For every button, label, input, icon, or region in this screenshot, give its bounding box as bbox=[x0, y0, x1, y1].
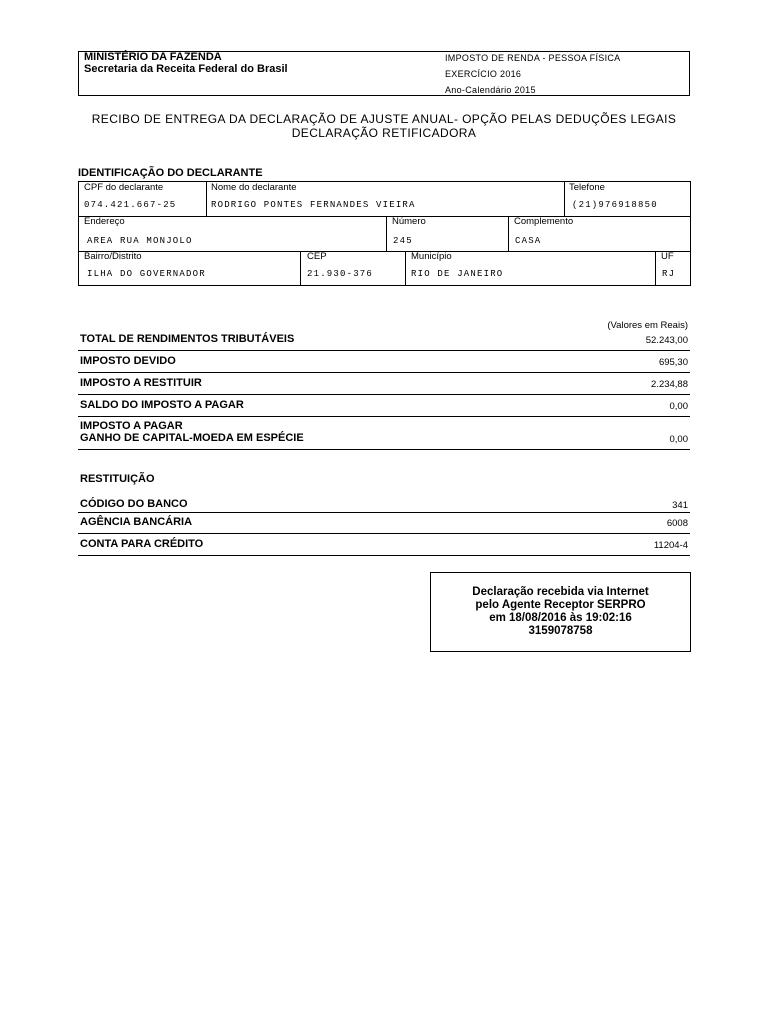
district-value: ILHA DO GOVERNADOR bbox=[87, 269, 206, 279]
divider bbox=[655, 251, 656, 286]
capital-gain-label-line1: IMPOSTO A PAGAR bbox=[80, 420, 183, 432]
divider bbox=[386, 216, 387, 251]
divider bbox=[405, 251, 406, 286]
account-value: 11204-4 bbox=[653, 540, 688, 551]
ministry-name: MINISTÉRIO DA FAZENDA bbox=[84, 51, 222, 63]
divider bbox=[78, 350, 690, 351]
account-label: CONTA PARA CRÉDITO bbox=[80, 538, 204, 550]
capital-gain-label-line2: GANHO DE CAPITAL-MOEDA EM ESPÉCIE bbox=[80, 432, 304, 444]
district-label: Bairro/Distrito bbox=[84, 251, 142, 262]
divider bbox=[300, 251, 301, 286]
receipt-title: RECIBO DE ENTREGA DA DECLARAÇÃO DE AJUSTE ANUAL- OPÇÃO PELAS DEDUÇÕES LEGAIS bbox=[91, 112, 677, 126]
divider bbox=[78, 416, 690, 417]
agency-label: AGÊNCIA BANCÁRIA bbox=[80, 516, 193, 528]
cpf-value: 074.421.667-25 bbox=[84, 200, 177, 210]
name-value: RODRIGO PONTES FERNANDES VIEIRA bbox=[211, 200, 416, 210]
capital-gain-value: 0,00 bbox=[669, 434, 688, 445]
cpf-label: CPF do declarante bbox=[84, 182, 164, 193]
bank-code-label: CÓDIGO DO BANCO bbox=[80, 498, 188, 510]
restitution-title: RESTITUIÇÃO bbox=[80, 473, 155, 485]
city-label: Município bbox=[411, 251, 452, 262]
name-label: Nome do declarante bbox=[211, 182, 297, 193]
divider bbox=[78, 394, 690, 395]
number-value: 245 bbox=[393, 236, 413, 246]
divider bbox=[564, 182, 565, 216]
divider bbox=[78, 512, 690, 513]
cep-label: CEP bbox=[307, 251, 327, 262]
receipt-line2: pelo Agente Receptor SERPRO bbox=[475, 599, 646, 611]
phone-value: (21)976918850 bbox=[572, 200, 658, 210]
uf-label: UF bbox=[661, 251, 674, 262]
receipt-line3: em 18/08/2016 às 19:02:16 bbox=[489, 612, 632, 624]
tax-due-value: 695,30 bbox=[658, 357, 688, 368]
city-value: RIO DE JANEIRO bbox=[411, 269, 504, 279]
cep-value: 21.930-376 bbox=[307, 269, 374, 279]
bank-code-value: 341 bbox=[672, 500, 688, 511]
divider bbox=[206, 182, 207, 216]
refund-label: IMPOSTO A RESTITUIR bbox=[80, 377, 202, 389]
taxable-income-label: TOTAL DE RENDIMENTOS TRIBUTÁVEIS bbox=[80, 333, 295, 345]
values-note: (Valores em Reais) bbox=[607, 320, 688, 331]
divider bbox=[78, 533, 690, 534]
divider bbox=[79, 216, 690, 217]
divider bbox=[78, 449, 690, 450]
calendar-year: Ano-Calendário 2015 bbox=[445, 85, 536, 95]
phone-label: Telefone bbox=[569, 182, 605, 193]
divider bbox=[79, 251, 690, 252]
address-value: AREA RUA MONJOLO bbox=[87, 236, 193, 246]
receipt-line1: Declaração recebida via Internet bbox=[472, 586, 649, 598]
complement-label: Complemento bbox=[514, 216, 574, 227]
complement-value: CASA bbox=[515, 236, 542, 246]
divider bbox=[78, 555, 690, 556]
exercise-year: EXERCÍCIO 2016 bbox=[445, 69, 522, 79]
number-label: Número bbox=[392, 216, 426, 227]
divider bbox=[508, 216, 509, 251]
address-label: Endereço bbox=[84, 216, 125, 227]
refund-value: 2.234,88 bbox=[651, 379, 688, 390]
balance-value: 0,00 bbox=[669, 401, 688, 412]
receipt-subtitle: DECLARAÇÃO RETIFICADORA bbox=[291, 126, 477, 140]
uf-value: RJ bbox=[662, 269, 676, 279]
taxable-income-value: 52.243,00 bbox=[645, 335, 688, 346]
secretariat-name: Secretaria da Receita Federal do Brasil bbox=[84, 63, 288, 75]
divider bbox=[78, 372, 690, 373]
receipt-number: 3159078758 bbox=[528, 625, 593, 637]
receipt-stamp bbox=[430, 572, 691, 652]
agency-value: 6008 bbox=[666, 518, 688, 529]
identification-title: IDENTIFICAÇÃO DO DECLARANTE bbox=[78, 167, 263, 179]
tax-due-label: IMPOSTO DEVIDO bbox=[80, 355, 176, 367]
tax-type: IMPOSTO DE RENDA - PESSOA FÍSICA bbox=[445, 53, 621, 63]
balance-label: SALDO DO IMPOSTO A PAGAR bbox=[80, 399, 244, 411]
